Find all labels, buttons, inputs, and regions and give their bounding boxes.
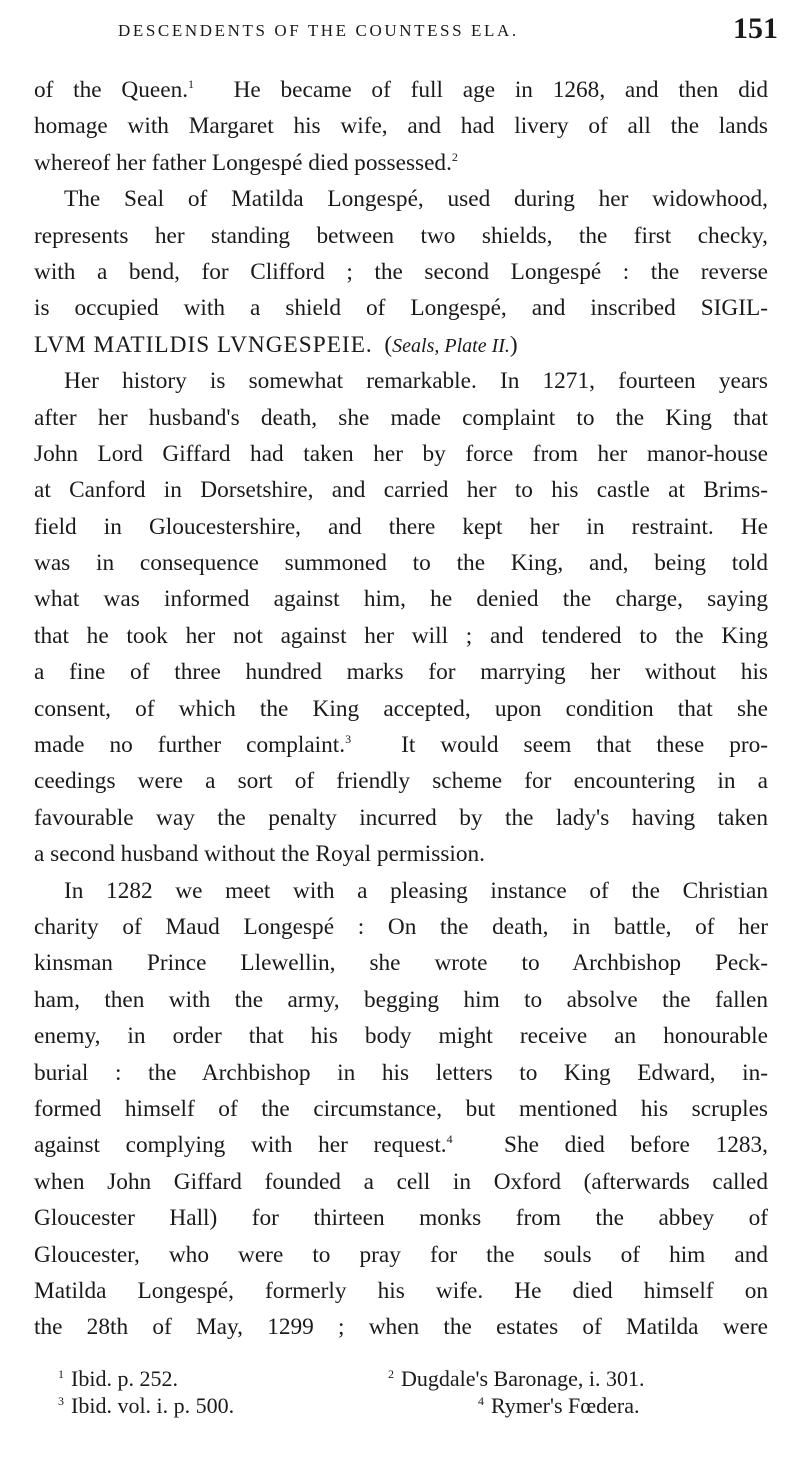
- text-line: when John Giffard founded a cell in Oxford (afterwards called: [34, 1168, 768, 1195]
- text-line: what was informed against him, he denied the charge, saying: [34, 586, 768, 613]
- text-line: burial : the Archbishop in his letters to King Edward, in-: [34, 1059, 768, 1086]
- footnotes: [58, 1365, 758, 1419]
- text-line: formed himself of the circumstance, but mentioned his scruples: [34, 1095, 768, 1122]
- text-line: ham, then with the army, begging him to absolve the fallen: [34, 986, 768, 1013]
- text-line: of the Queen.$^1$ He became of full age in 1268, and then did: [34, 77, 768, 103]
- footnote-ref: 2: [451, 149, 458, 164]
- text-line: with a bend, for Clifford ; the second Longespé : the reverse: [34, 258, 768, 285]
- text-line: Her history is somewhat remarkable. In 1271, fourteen years: [64, 368, 768, 395]
- text-line: favourable way the penalty incurred by the lady's having taken: [34, 804, 768, 831]
- text-line: Gloucester, who were to pray for the souls of him and: [34, 1241, 768, 1268]
- text-line: The Seal of Matilda Longespé, used during her widowhood,: [64, 186, 768, 213]
- footnote: $^3$ Ibid. vol. i. p. 500.: [58, 1393, 235, 1418]
- text-line: a second husband without the Royal permission.: [34, 841, 485, 868]
- footnote: $^2$ Dugdale's Baronage, i. 301.: [388, 1366, 645, 1391]
- text-line: consent, of which the King accepted, upon condition that she: [34, 695, 768, 722]
- text-line: homage with Margaret his wife, and had livery of all the lands: [34, 113, 768, 140]
- text-line: against complying with her request.$^4$ She died before 1283,: [34, 1132, 768, 1159]
- text-line: charity of Maud Longespé : On the death, in battle, of her: [34, 913, 768, 940]
- text-line: In 1282 we meet with a pleasing instance of the Christian: [64, 877, 768, 904]
- footnote-ref: 3: [345, 732, 352, 747]
- footnote-row: [58, 1365, 758, 1392]
- footnote-row: [58, 1392, 758, 1419]
- text-line: field in Gloucestershire, and there kept her in restraint. He: [34, 513, 768, 540]
- text-line: the 28th of May, 1299 ; when the estates of Matilda were: [34, 1314, 768, 1341]
- seal-reference: Seals, Plate II.: [392, 334, 510, 357]
- text-line: ceedings were a sort of friendly scheme for encountering in a: [34, 768, 768, 795]
- text-line: Gloucester Hall) for thirteen monks from the abbey of: [34, 1205, 768, 1232]
- text-line: John Lord Giffard had taken her by force from her manor-house: [34, 440, 768, 467]
- text-line: that he took her not against her will ; and tendered to the King: [34, 622, 768, 649]
- body-text: [34, 72, 768, 1346]
- text-line: represents her standing between two shields, the first checky,: [34, 222, 768, 249]
- text-line: kinsman Prince Llewellin, she wrote to Archbishop Peck-: [34, 950, 768, 977]
- text-line: whereof her father Longespé died possessed.$^2$: [34, 149, 458, 176]
- text-line: was in consequence summoned to the King, and, being told: [34, 550, 768, 577]
- text-line: LVM MATILDIS LVNGESPEIE. (Seals, Plate II.): [34, 331, 518, 358]
- footnote: $^4$ Rymer's Fœdera.: [478, 1393, 640, 1418]
- page-number: 151: [733, 12, 778, 45]
- text-line: made no further complaint.$^3$ It would seem that these pro-: [34, 732, 769, 759]
- text-line: after her husband's death, she made complaint to the King that: [34, 404, 768, 431]
- footnote-ref: 4: [446, 1132, 453, 1147]
- text-line: enemy, in order that his body might receive an honourable: [34, 1023, 768, 1050]
- text-line: Matilda Longespé, formerly his wife. He died himself on: [34, 1277, 768, 1304]
- page-header: [118, 12, 778, 46]
- text-line: at Canford in Dorsetshire, and carried her to his castle at Brims-: [34, 477, 768, 504]
- footnote: $^1$ Ibid. p. 252.: [58, 1366, 178, 1391]
- footnote-ref: 1: [188, 77, 195, 91]
- text-line: a fine of three hundred marks for marrying her without his: [34, 659, 768, 686]
- text-line: is occupied with a shield of Longespé, and inscribed SIGIL-: [34, 295, 768, 322]
- running-head: DESCENDENTS OF THE COUNTESS ELA.: [118, 21, 519, 40]
